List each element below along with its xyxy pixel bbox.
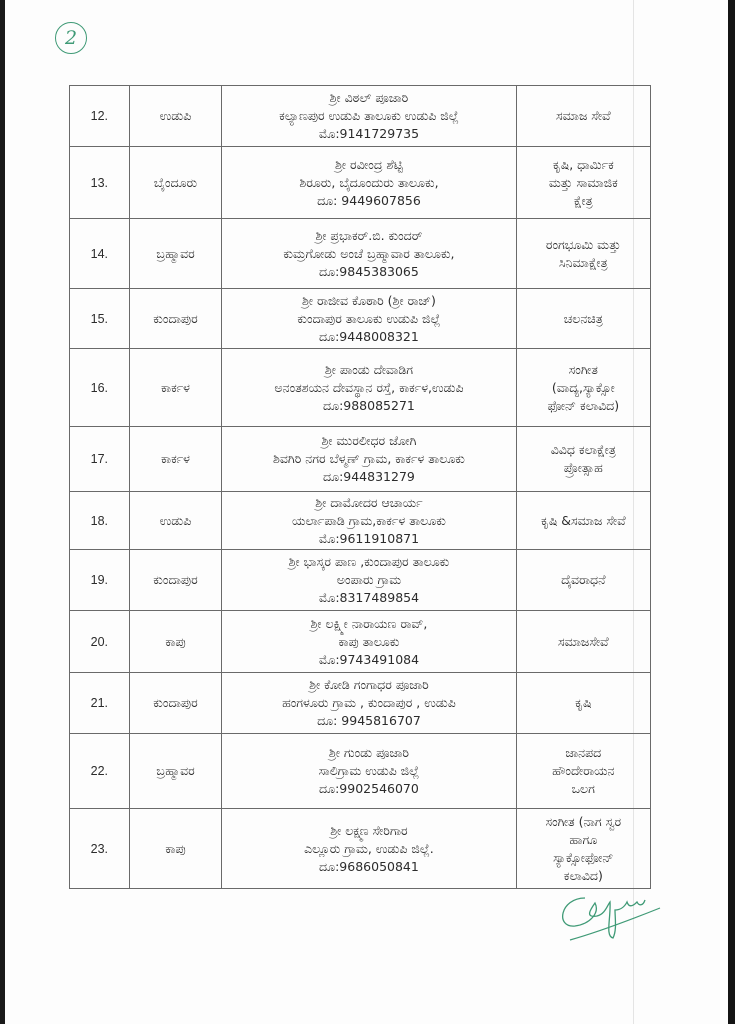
serial-number-cell: 18.	[70, 492, 130, 550]
taluk-cell: ಕುಂದಾಪುರ	[129, 673, 222, 734]
awardee-details-cell	[222, 611, 516, 673]
field-line: ಕೃಷಿ	[575, 695, 592, 710]
field-of-contribution-cell	[516, 734, 650, 809]
awardee-details-cell	[222, 349, 516, 427]
awardee-address: ಯರ್ಲಾಪಾಡಿ ಗ್ರಾಮ,ಕಾರ್ಕಳ ತಾಲೂಕು	[292, 512, 446, 528]
awardee-name: ಶ್ರೀ ಲಕ್ಷ್ಮೀ ನಾರಾಯಣ ರಾವ್,	[310, 615, 428, 631]
field-line: ಒಲಗ	[571, 781, 595, 796]
awardee-phone: ಮೊ:9611910871	[318, 530, 420, 546]
field-of-contribution-cell	[516, 427, 650, 492]
awardee-details-cell	[222, 289, 516, 349]
serial-number-cell: 14.	[70, 219, 130, 289]
awardee-address: ಅಂಪಾರು ಗ್ರಾಮ	[336, 572, 402, 587]
awardee-address: ಕಲ್ಯಾಣಪುರ ಉಡುಪಿ ತಾಲೂಕು ಉಡುಪಿ ಜಿಲ್ಲೆ	[279, 108, 459, 123]
serial-number-cell: 23.	[70, 809, 130, 889]
awardee-phone: ದೂ:9448008321	[319, 328, 419, 344]
field-line: (ವಾದ್ಯ,ಸ್ಯಾಕ್ಸೋ	[551, 379, 615, 395]
awardee-address: ಹಂಗಳೂರು ಗ್ರಾಮ , ಕುಂದಾಪುರ , ಉಡುಪಿ	[282, 695, 456, 710]
taluk-cell: ಬ್ರಹ್ಮಾವರ	[129, 734, 222, 809]
scan-edge-left	[0, 0, 5, 1024]
field-line: ಕ್ಷೇತ್ರ	[573, 192, 593, 208]
awardee-address: ಶಿರೂರು, ಬೈದೂಂದುರು ತಾಲೂಕು,	[299, 174, 439, 190]
awardee-name: ಶ್ರೀ ಭಾಸ್ಕರ ಪಾಣ ,ಕುಂದಾಪುರ ತಾಲೂಕು	[288, 554, 450, 569]
serial-number-cell: 20.	[70, 611, 130, 673]
field-line: ಸಮಾಜಸೇವೆ	[557, 633, 609, 649]
field-of-contribution-cell	[516, 611, 650, 673]
field-line: ರಂಗಭೂಮಿ ಮತ್ತು	[545, 236, 621, 252]
awardee-phone: ದೂ:9686050841	[319, 858, 419, 874]
serial-number-cell: 16.	[70, 349, 130, 427]
awardee-phone: ದೂ: 9945816707	[317, 713, 421, 728]
awardee-details-cell	[222, 492, 516, 550]
taluk-cell: ಬ್ರಹ್ಮಾವರ	[129, 219, 222, 289]
taluk-cell: ಬೈಂದೂರು	[129, 147, 222, 219]
field-line: ಸಂಗೀತ (ನಾಗ ಸ್ವರ	[545, 813, 622, 829]
awardees-table	[69, 85, 651, 889]
field-line: ಜಾನಪದ	[565, 745, 602, 760]
field-of-contribution-cell	[516, 673, 650, 734]
taluk-cell: ಕಾಪು	[129, 809, 222, 889]
awardee-details-cell	[222, 427, 516, 492]
serial-number-cell: 12.	[70, 86, 130, 147]
awardee-name: ಶ್ರೀ ವಿಠಲ್ ಪೂಜಾರಿ	[329, 90, 409, 105]
awardee-name: ಶ್ರೀ ಲಕ್ಷ್ಮಣ ಸೇರಿಗಾರ	[330, 822, 408, 838]
taluk-cell: ಉಡುಪಿ	[129, 86, 222, 147]
awardee-name: ಶ್ರೀ ಗುಂಡು ಪೂಜಾರಿ	[328, 745, 409, 760]
awardee-phone: ದೂ:988085271	[323, 397, 415, 413]
table-row	[70, 492, 651, 550]
field-of-contribution-cell	[516, 349, 650, 427]
table-row	[70, 86, 651, 147]
awardee-name: ಶ್ರೀ ರವೀಂದ್ರ ಶೆಟ್ಟಿ	[335, 156, 403, 172]
field-line: ಸಮಾಜ ಸೇವೆ	[556, 108, 611, 123]
serial-number-cell: 19.	[70, 550, 130, 611]
field-line: ಕೃಷಿ, ಧಾರ್ಮಿಕ	[552, 156, 614, 172]
awardee-address: ಎಲ್ಲೂರು ಗ್ರಾಮ, ಉಡುಪಿ ಜಿಲ್ಲೆ.	[304, 840, 434, 856]
table-row	[70, 809, 651, 889]
table-row	[70, 611, 651, 673]
field-line: ವಿವಿಧ ಕಲಾಕ್ಷೇತ್ರ	[550, 442, 616, 457]
table-row	[70, 550, 651, 611]
table-row	[70, 289, 651, 349]
field-of-contribution-cell	[516, 219, 650, 289]
awardee-name: ಶ್ರೀ ದಾಮೋದರ ಆಚಾರ್ಯ	[315, 494, 423, 510]
table-row	[70, 147, 651, 219]
table-row	[70, 219, 651, 289]
table-row	[70, 349, 651, 427]
signature	[555, 888, 665, 948]
awardee-name: ಶ್ರೀ ಮುರಲೀಧರ ಜೋಗಿ	[321, 433, 417, 448]
awardee-address: ಅನಂತಶಯನ ದೇವಸ್ಥಾನ ರಸ್ತೆ, ಕಾರ್ಕಳ,ಉಡುಪಿ	[274, 379, 464, 395]
awardee-address: ಕುಮ್ರಗೋಡು ಅಂಚೆ ಬ್ರಹ್ಮಾವಾರ ತಾಲೂಕು,	[283, 245, 455, 261]
awardee-phone: ದೂ:944831279	[323, 469, 415, 484]
taluk-cell: ಕುಂದಾಪುರ	[129, 289, 222, 349]
field-of-contribution-cell	[516, 492, 650, 550]
field-line: ಹೌಂದೇರಾಯನ	[552, 763, 615, 778]
awardee-details-cell	[222, 734, 516, 809]
table-row	[70, 734, 651, 809]
taluk-cell: ಕಾರ್ಕಳ	[129, 427, 222, 492]
awardee-details-cell	[222, 809, 516, 889]
field-line: ಪ್ರೋತ್ಸಾಹ	[563, 460, 603, 475]
field-line: ಕಲಾವಿದ)	[563, 867, 603, 883]
awardee-name: ಶ್ರೀ ಕೋಡಿ ಗಂಗಾಧರ ಪೂಜಾರಿ	[309, 677, 429, 692]
serial-number-cell: 22.	[70, 734, 130, 809]
field-line: ಸಂಗೀತ	[568, 361, 598, 377]
field-line: ಸ್ಯಾಕ್ಸೋಫೋನ್	[553, 849, 614, 865]
scan-edge-right	[728, 0, 735, 1024]
taluk-cell: ಕಾಪು	[129, 611, 222, 673]
awardee-phone: ಮೊ:9141729735	[318, 126, 420, 141]
serial-number-cell: 17.	[70, 427, 130, 492]
awardee-address: ಶಿವಗಿರಿ ನಗರ ಬೆಳ್ಮಣ್ ಗ್ರಾಮ, ಕಾರ್ಕಳ ತಾಲೂಕು	[272, 451, 465, 466]
awardees-table-body	[70, 86, 651, 889]
field-of-contribution-cell	[516, 809, 650, 889]
taluk-cell: ಉಡುಪಿ	[129, 492, 222, 550]
field-line: ಚಲನಚಿತ್ರ	[563, 310, 603, 326]
awardee-details-cell	[222, 673, 516, 734]
taluk-cell: ಕುಂದಾಪುರ	[129, 550, 222, 611]
awardee-name: ಶ್ರೀ ಪಾಂಡು ದೇವಾಡಿಗ	[324, 361, 413, 377]
field-line: ಕೃಷಿ &ಸಮಾಜ ಸೇವೆ	[540, 512, 626, 528]
awardee-phone: ದೂ:9845383065	[319, 263, 419, 279]
awardee-name: ಶ್ರೀ ಪ್ರಭಾಕರ್.ಬಿ. ಕುಂದರ್	[315, 227, 423, 243]
awardee-name: ಶ್ರೀ ರಾಜೀವ ಕೊಠಾರಿ (ಶ್ರೀ ರಾಜ್)	[301, 292, 436, 308]
serial-number-cell: 21.	[70, 673, 130, 734]
table-row	[70, 427, 651, 492]
table-row	[70, 673, 651, 734]
awardee-phone: ದೂ:9902546070	[319, 781, 419, 796]
signature-stroke	[563, 898, 645, 938]
taluk-cell: ಕಾರ್ಕಳ	[129, 349, 222, 427]
field-line: ದೈವರಾಧನೆ	[561, 572, 606, 587]
serial-number-cell: 13.	[70, 147, 130, 219]
field-line: ಸಿನಿಮಾಕ್ಷೇತ್ರ	[558, 254, 608, 270]
awardee-address: ಕಾಪು ತಾಲೂಕು	[338, 633, 400, 649]
awardee-address: ಸಾಲಿಗ್ರಾಮ ಉಡುಪಿ ಜಿಲ್ಲೆ	[318, 763, 420, 778]
field-line: ಮತ್ತು ಸಾಮಾಜಿಕ	[548, 174, 618, 190]
awardee-phone: ಮೊ:9743491084	[318, 651, 420, 667]
awardee-details-cell	[222, 219, 516, 289]
awardee-details-cell	[222, 86, 516, 147]
awardee-details-cell	[222, 147, 516, 219]
field-of-contribution-cell	[516, 147, 650, 219]
field-of-contribution-cell	[516, 86, 650, 147]
awardee-phone: ದೂ: 9449607856	[317, 192, 421, 208]
serial-number-cell: 15.	[70, 289, 130, 349]
field-of-contribution-cell	[516, 289, 650, 349]
awardee-address: ಕುಂದಾಪುರ ತಾಲೂಕು ಉಡುಪಿ ಜಿಲ್ಲೆ	[297, 310, 441, 326]
awardee-phone: ಮೊ:8317489854	[318, 590, 420, 605]
field-line: ಫೋನ್ ಕಲಾವಿದ)	[547, 397, 620, 413]
page-number-circled: 2	[55, 22, 87, 54]
awardee-details-cell	[222, 550, 516, 611]
field-line: ಹಾಗೂ	[569, 831, 598, 847]
field-of-contribution-cell	[516, 550, 650, 611]
